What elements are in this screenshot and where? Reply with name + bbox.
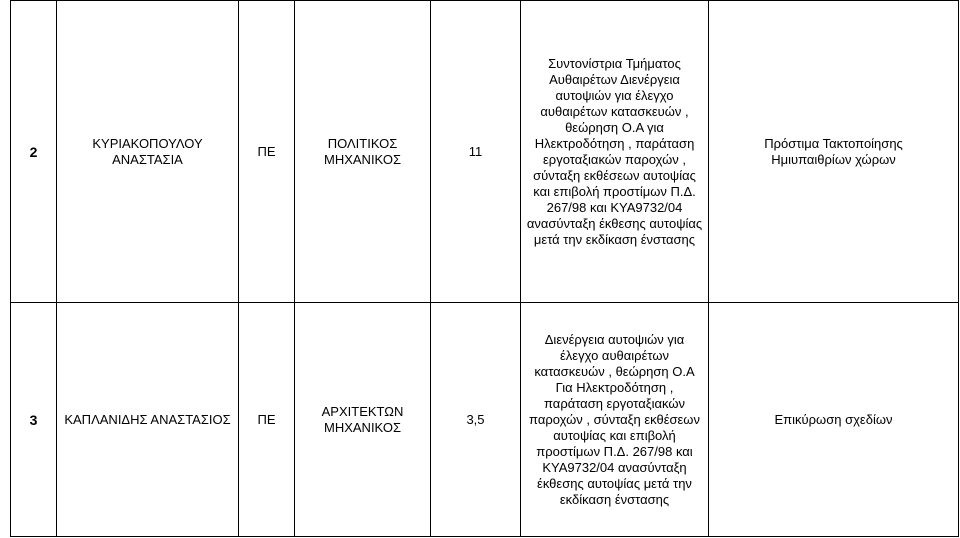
employee-name: ΚΥΡΙΑΚΟΠΟΥΛΟΥ ΑΝΑΣΤΑΣΙΑ (57, 1, 239, 303)
employee-grade: 11 (431, 1, 521, 303)
row-number: 3 (11, 303, 57, 537)
employee-category: ΠΕ (239, 303, 295, 537)
employee-grade: 3,5 (431, 303, 521, 537)
employee-responsibility: Πρόστιμα Τακτοποίησης Ημιυπαιθρίων χώρων (709, 1, 959, 303)
table-row (11, 1, 959, 303)
row-number: 2 (11, 1, 57, 303)
employee-name: ΚΑΠΛΑΝΙΔΗΣ ΑΝΑΣΤΑΣΙΟΣ (57, 303, 239, 537)
employee-specialty: ΑΡΧΙΤΕΚΤΩΝ ΜΗΧΑΝΙΚΟΣ (295, 303, 431, 537)
table-row (11, 303, 959, 537)
employee-category: ΠΕ (239, 1, 295, 303)
employee-duties: Συντονίστρια Τμήματος Αυθαιρέτων Διενέργεια αυτοψιών για έλεγχο αυθαιρέτων κατασκευών , θεώρηση Ο.Α για Ηλεκτροδότηση , παράταση εργοταξιακών παροχών , σύνταξη εκθέσεων αυτοψίας και επιβολή προστίμων Π.Δ. 267/98 και ΚΥΑ9732/04 ανασύνταξη έκθεσης αυτοψίας μετά την εκδίκαση ένστασης (521, 1, 709, 303)
staff-table (10, 0, 959, 537)
employee-specialty: ΠΟΛΙΤΙΚΟΣ ΜΗΧΑΝΙΚΟΣ (295, 1, 431, 303)
employee-responsibility: Επικύρωση σχεδίων (709, 303, 959, 537)
employee-duties: Διενέργεια αυτοψιών για έλεγχο αυθαιρέτων κατασκευών , θεώρηση Ο.Α Για Ηλεκτροδότηση , παράταση εργοταξιακών παροχών , σύνταξη εκθέσεων αυτοψίας και επιβολή προστίμων Π.Δ. 267/98 και ΚΥΑ9732/04 ανασύνταξη έκθεσης αυτοψίας μετά την εκδίκαση ένστασης (521, 303, 709, 537)
